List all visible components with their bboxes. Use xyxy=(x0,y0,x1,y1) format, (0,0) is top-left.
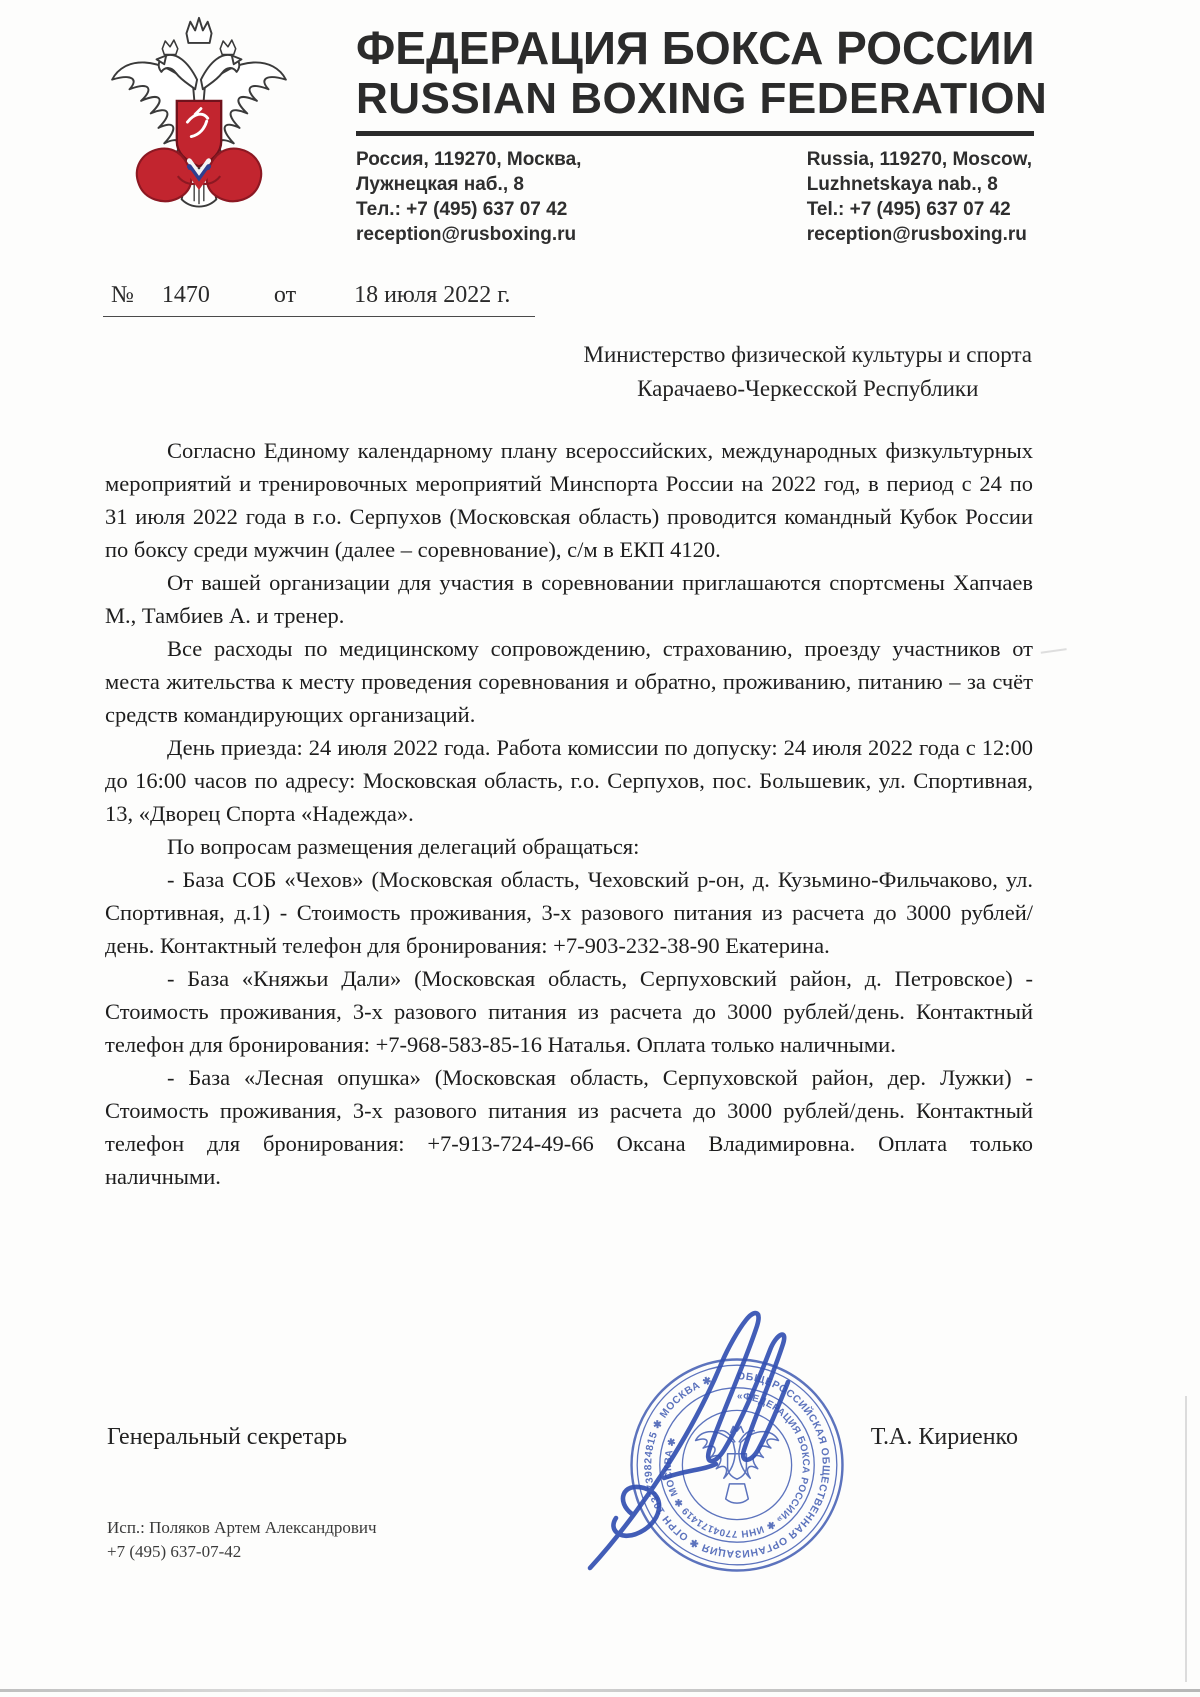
org-title-en: RUSSIAN BOXING FEDERATION xyxy=(356,74,1048,123)
contact-en-address2: Luzhnetskaya nab., 8 xyxy=(806,174,998,195)
signature-scribble xyxy=(568,1262,898,1592)
letterhead xyxy=(356,22,1048,247)
reference-line xyxy=(103,282,535,317)
letter-date: 18 июля 2022 г. xyxy=(354,282,511,308)
federation-emblem-icon xyxy=(90,14,308,236)
body-paragraph: - База «Княжьи Дали» (Московская область, Серпуховский район, д. Петровское) - Стоимость проживания, 3-х разового питания из расчета до 3000 рублей/день. Контактный телефон для бронирования: +7-968-583-85-16 Наталья. Оплата только наличными. xyxy=(105,966,1033,1057)
body-paragraph: По вопросам размещения делегаций обращаться: xyxy=(167,834,640,859)
body-paragraph: - База «Лесная опушка» (Московская область, Серпуховской район, дер. Лужки) - Стоимость проживания, 3-х разового питания из расчета до 3000 рублей/день. Контактный телефон для бронирования: +7-913-724-49-66 Оксана Владимировна. Оплата только наличными. xyxy=(105,1065,1033,1189)
letter-body xyxy=(105,434,1033,1193)
org-title-ru: ФЕДЕРАЦИЯ БОКСА РОССИИ xyxy=(356,22,1035,74)
contact-ru-address2: Лужнецкая наб., 8 xyxy=(356,174,524,195)
from-label: от xyxy=(273,282,297,308)
header-rule xyxy=(356,131,1034,136)
executor-block xyxy=(107,1516,377,1564)
contact-ru xyxy=(356,147,581,247)
contact-en xyxy=(807,147,1032,247)
executor-name: Исп.: Поляков Артем Александрович xyxy=(107,1518,377,1537)
signature-role: Генеральный секретарь xyxy=(107,1424,348,1450)
contact-block xyxy=(356,147,1034,247)
scan-artifact xyxy=(0,1689,1200,1692)
contact-en-email: reception@rusboxing.ru xyxy=(806,224,1027,245)
body-paragraph: От вашей организации для участия в соревновании приглашаются спортсмены Хапчаев М., Тамбиев А. и тренер. xyxy=(105,570,1033,628)
scan-artifact xyxy=(1039,638,1066,654)
stamp-inner-text: «ФЕДЕРАЦИЯ БОКСА РОССИИ» ✱ ИНН 7704171419 ✱ МОСКВА ✱ xyxy=(662,1391,811,1539)
body-paragraph: - База СОБ «Чехов» (Московская область, Чеховский р-он, д. Кузьмино-Фильчаково, ул. Спортивная, д.1) - Стоимость проживания, 3-х разового питания из расчета до 3000 рублей/день. Контактный телефон для бронирования: +7-903-232-38-90 Екатерина. xyxy=(105,867,1033,958)
scan-artifact xyxy=(1185,1396,1187,1682)
recipient-line1: Министерство физической культуры и спорта xyxy=(583,342,1032,367)
stamp-outer-text: ОБЩЕРОССИЙСКАЯ ОБЩЕСТВЕННАЯ ОРГАНИЗАЦИЯ ✱ ОГРН 1037739824815 ✱ МОСКВА ✱ xyxy=(643,1371,831,1559)
body-paragraph: День приезда: 24 июля 2022 года. Работа комиссии по допуску: 24 июля 2022 года с 12:00 до 16:00 часов по адресу: Московская область, г.о. Серпухов, пос. Большевик, ул. Спортивная, 13, «Дворец Спорта «Надежда». xyxy=(105,735,1033,826)
number-sign: № xyxy=(111,282,134,308)
contact-ru-email: reception@rusboxing.ru xyxy=(356,224,577,245)
letter-number: 1470 xyxy=(161,282,210,308)
signature-name: Т.А. Кириенко xyxy=(870,1424,1018,1450)
body-paragraph: Согласно Единому календарному плану всероссийских, международных физкультурных мероприятий и тренировочных мероприятий Минспорта России на 2022 год, в период с 24 по 31 июля 2022 года в г.о. Серпухов (Московская область) проводится командный Кубок России по боксу среди мужчин (далее – соревнование), с/м в ЕКП 4120. xyxy=(105,438,1033,562)
contact-en-phone: Tel.: +7 (495) 637 07 42 xyxy=(806,199,1011,220)
contact-ru-address1: Россия, 119270, Москва, xyxy=(356,149,582,170)
contact-en-address1: Russia, 119270, Moscow, xyxy=(806,149,1032,170)
executor-phone: +7 (495) 637-07-42 xyxy=(107,1542,242,1561)
recipient-line2: Карачаево-Черкесской Республики xyxy=(637,376,979,401)
body-paragraph: Все расходы по медицинскому сопровождению, страхованию, проезду участников от места жительства к месту проведения соревнования и обратно, проживанию, питанию – за счёт средств командирующих организаций. xyxy=(105,636,1033,727)
recipient-block xyxy=(584,338,1032,406)
contact-ru-phone: Тел.: +7 (495) 637 07 42 xyxy=(356,199,568,220)
